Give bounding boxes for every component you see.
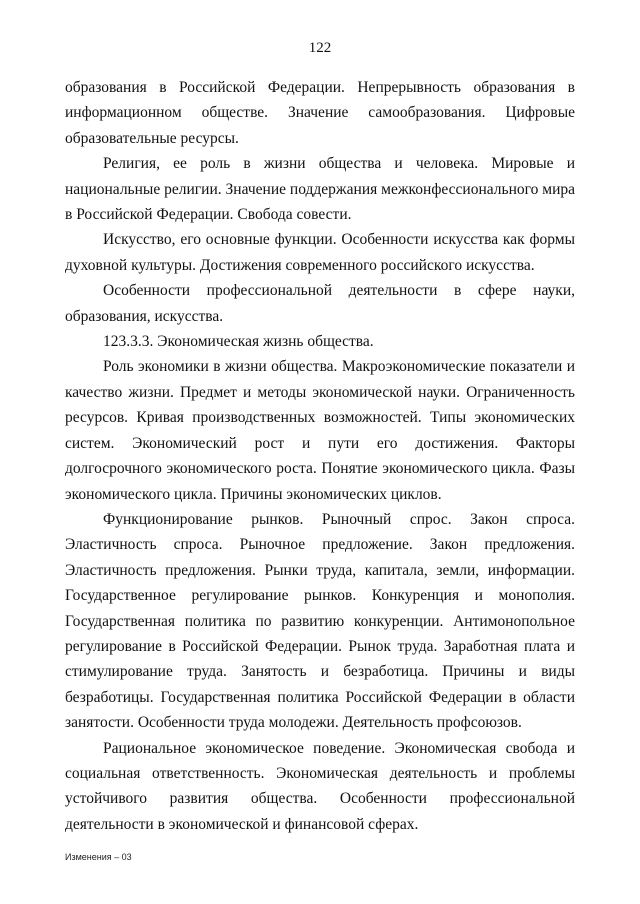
document-body xyxy=(65,75,575,837)
paragraph-religion: Религия, ее роль в жизни общества и человека. Мировые и национальные религии. Значение поддержания межконфессионального мира в Российской Федерации. Свобода совести. xyxy=(65,155,575,224)
paragraph-professional-activity: Особенности профессиональной деятельности в сфере науки, образования, искусства. xyxy=(65,282,575,325)
page-number: 122 xyxy=(308,40,332,56)
paragraph-economy-role: Роль экономики в жизни общества. Макроэкономические показатели и качество жизни. Предмет и методы экономической науки. Ограниченность ресурсов. Кривая производственных возможностей. Типы экономических систем. Экономический рост и пути его достижения. Факторы долгосрочного экономического роста. Понятие экономического цикла. Фазы экономического цикла. Причины экономических циклов. xyxy=(65,358,575,503)
paragraph-art: Искусство, его основные функции. Особенности искусства как формы духовной культуры. Достижения современного российского искусства. xyxy=(65,231,575,274)
footer-revision-note: Изменения – 03 xyxy=(65,852,132,862)
paragraph-rational-behavior: Рациональное экономическое поведение. Экономическая свобода и социальная ответственность. Экономическая деятельность и проблемы устойчивого развития общества. Особенности профессиональной деятельности в экономической и финансовой сферах. xyxy=(65,739,575,833)
paragraph-education-continuation: образования в Российской Федерации. Непрерывность образования в информационном обществе. Значение самообразования. Цифровые образовательные ресурсы. xyxy=(65,79,575,147)
paragraph-markets: Функционирование рынков. Рыночный спрос. Закон спроса. Эластичность спроса. Рыночное предложение. Закон предложения. Эластичность предложения. Рынки труда, капитала, земли, информации. Государственное регулирование рынков. Конкуренция и монополия. Государственная политика по развитию конкуренции. Антимонопольное регулирование в Российской Федерации. Рынок труда. Заработная плата и стимулирование труда. Занятость и безработица. Причины и виды безработицы. Государственная политика Российской Федерации в области занятости. Особенности труда молодежи. Деятельность профсоюзов. xyxy=(65,510,575,732)
section-heading: 123.3.3. Экономическая жизнь общества. xyxy=(103,333,374,351)
